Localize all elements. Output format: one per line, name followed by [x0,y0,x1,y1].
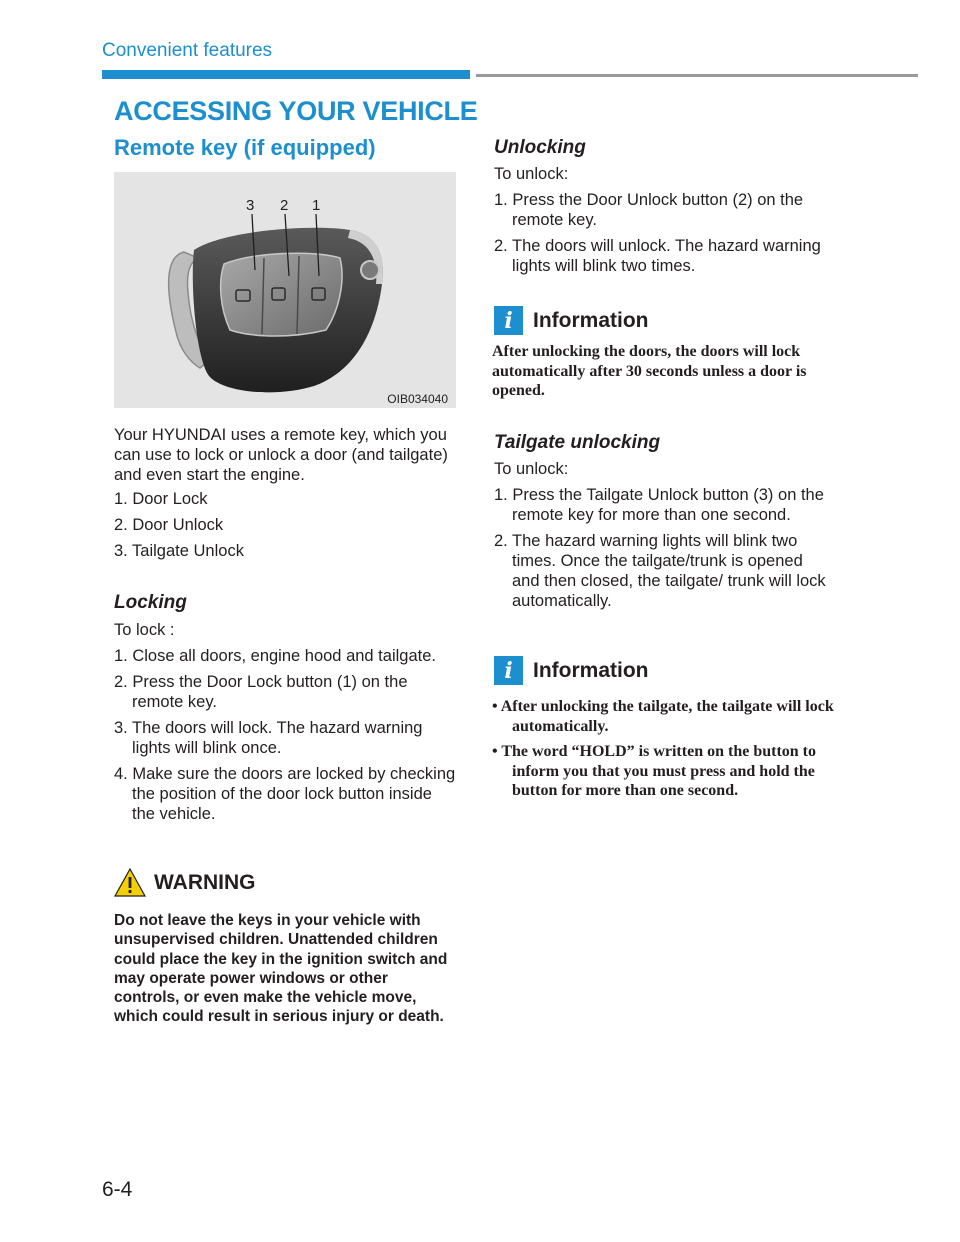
page-title: ACCESSING YOUR VEHICLE [114,96,478,126]
warning-header [114,868,256,897]
list-item: 1. Press the Door Unlock button (2) on the remote key. [494,191,804,229]
page-number: 6-4 [102,1178,133,1201]
warning-body: Do not leave the keys in your vehicle with unsupervised children. Unattended children could place the key in the ignition switch and may operate power windows or other controls, or even make the vehicle move, which could result in serious injury or death. [114,912,448,1026]
tailgate-steps [494,485,834,617]
tailgate-lead: To unlock: [494,460,569,478]
list-item: 2. The doors will unlock. The hazard warning lights will blink two times. [494,237,821,275]
tailgate-heading: Tailgate unlocking [494,432,661,453]
section-label: Convenient features [102,40,273,61]
info-header [494,306,649,335]
figure-code: OIB034040 [387,392,448,406]
list-item: 3. The doors will lock. The hazard warning lights will blink once. [114,719,423,757]
button-list [114,489,458,567]
list-item: 1. Door Lock [114,490,208,508]
info-i-icon: i [494,306,523,335]
remote-key-figure [114,172,456,408]
locking-lead: To lock : [114,621,175,639]
unlocking-heading: Unlocking [494,137,586,158]
callout-2: 2 [280,197,289,214]
list-item: 2. Press the Door Lock button (1) on the remote key. [114,673,408,711]
warning-triangle-icon [114,868,146,897]
section-subtitle: Remote key (if equipped) [114,135,376,160]
header-bar-accent [102,70,470,79]
unlocking-steps [494,190,834,282]
callout-3: 3 [246,197,255,214]
remote-key-illustration [114,172,456,408]
list-item: 2. Door Unlock [114,516,224,534]
list-item: 1. Close all doors, engine hood and tailgate. [114,647,436,665]
warning-title: WARNING [154,870,256,894]
info-header [494,656,649,685]
info-i-icon: i [494,656,523,685]
locking-heading: Locking [114,592,187,613]
unlocking-lead: To unlock: [494,165,569,183]
info-bullets [492,697,838,807]
intro-paragraph: Your HYUNDAI uses a remote key, which you can use to lock or unlock a door (and tailgate) and even start the engine. [114,426,448,484]
info-title: Information [533,658,649,682]
list-item: 2. The hazard warning lights will blink two times. Once the tailgate/trunk is opened and then closed, the tailgate/ trunk will lock automatically. [494,532,826,610]
info-title: Information [533,308,649,332]
list-item: 4. Make sure the doors are locked by checking the position of the door lock button inside the vehicle. [114,765,456,823]
header-bar-rule [476,74,918,77]
list-item: • The word “HOLD” is written on the button to inform you that you must press and hold the button for more than one second. [492,743,816,799]
locking-steps [114,646,458,830]
list-item: 1. Press the Tailgate Unlock button (3) on the remote key for more than one second. [494,486,824,524]
info-body: After unlocking the doors, the doors will lock automatically after 30 seconds unless a door is opened. [492,343,807,399]
list-item: • After unlocking the tailgate, the tailgate will lock automatically. [492,698,834,735]
list-item: 3. Tailgate Unlock [114,542,244,560]
callout-1: 1 [312,197,321,214]
